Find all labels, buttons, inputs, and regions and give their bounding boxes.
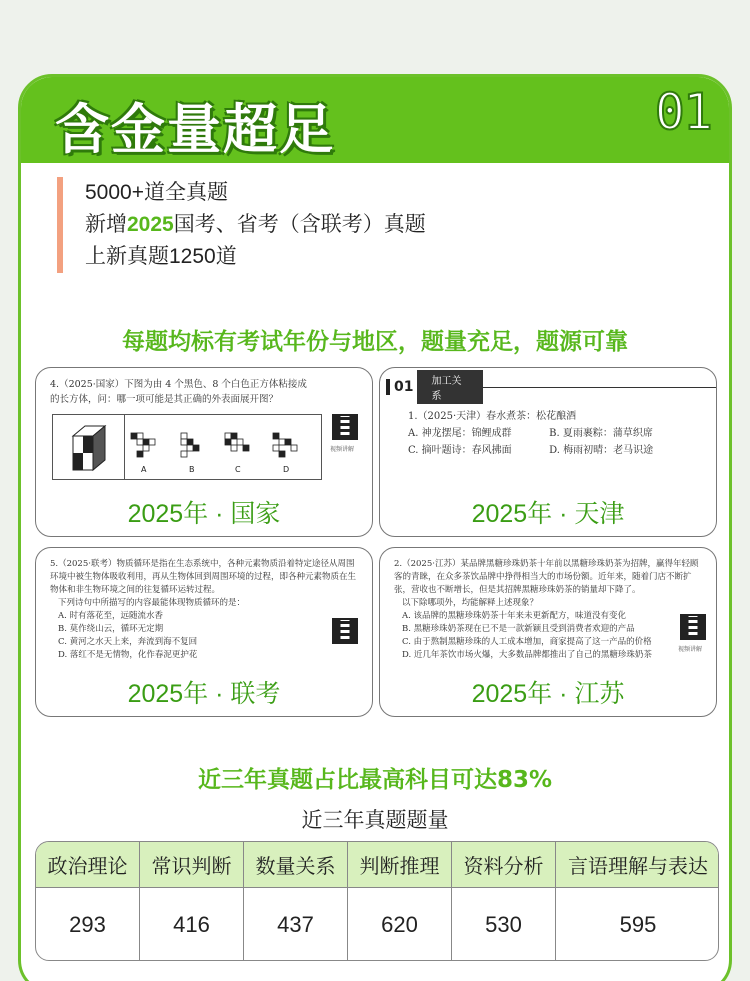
sample-panel-jiangsu [379, 547, 717, 717]
banner [21, 77, 729, 163]
option-item: C. 摘叶题诗：春风拂面 [408, 445, 512, 456]
sample-panel-guojia [35, 367, 373, 537]
table-value-cell: 620 [348, 888, 452, 961]
option-item: D. 梅雨初晴：老马识途 [549, 445, 654, 456]
table-value-cell: 416 [140, 888, 244, 961]
figure-row [52, 414, 322, 480]
panel-prompt: 以下除哪项外，均能解释上述现象？ [402, 598, 539, 608]
option-item: D. 落红不是无情物，化作春泥更护花 [58, 650, 198, 660]
option-item: B. 莫作绕山云，循环无定期 [58, 624, 164, 634]
panel-question-block [50, 558, 358, 662]
topic-tag [386, 376, 716, 402]
option-label-a: A [141, 465, 147, 474]
table-header-cell: 资料分析 [452, 842, 556, 888]
option-item: C. 黄河之水天上来，奔流到海不复回 [58, 637, 198, 647]
panel-caption: 2025年 · 联考 [127, 680, 281, 708]
option-item: C. 由于熬制黑糖珍珠的人工成本增加，商家提高了这一产品的价格 [402, 637, 652, 647]
option-item: B. 夏雨裹粽：蒲草织席 [549, 428, 653, 439]
section-heading: 每题均标有考试年份与地区，题量充足，题源可靠 [122, 329, 628, 355]
panel-question-block [408, 408, 702, 459]
panel-prompt: 下列诗句中所描写的内容最能体现物质循环的是： [58, 598, 246, 608]
sample-panel-tianjin [379, 367, 717, 537]
panel-question: 4.（2025·国家）下图为由 4 个黑色、8 个白色正方体粘接成的长方体，问：哪一项可能是其正确的外表面展开图？ [50, 379, 307, 405]
table-header-cell: 常识判断 [140, 842, 244, 888]
banner-number: 01 [654, 83, 711, 141]
bullet-prefix: 新增 [85, 213, 127, 236]
table-value-cell: 530 [452, 888, 556, 961]
table-header-cell: 判断推理 [348, 842, 452, 888]
table-value-cell: 595 [619, 912, 657, 937]
banner-title: 含金量超足 [55, 98, 335, 161]
panel-question-block [394, 558, 702, 662]
qr-label: 视频讲解 [330, 446, 355, 453]
cuboid-figure [53, 415, 125, 479]
qr-code-icon[interactable] [332, 618, 358, 644]
cuboid-icon [67, 422, 111, 472]
bullet-item: 上新真题1250道 [85, 245, 237, 268]
question-count-table [35, 841, 719, 961]
qr-label: 视频讲解 [678, 646, 703, 653]
feature-bullets [57, 177, 426, 273]
panel-question: 5.（2025·联考）物质循环是指在生态系统中，各种元素物质沿着特定途径从周围环境中被生物体吸收利用，再从生物体回到周围环境的过程，即各种元素物质在生物体和非生物环境之间的往复循环运转过程。 [50, 559, 357, 595]
table-header-cell: 言语理解与表达 [556, 842, 719, 888]
option-item: A. 该品牌的黑糖珍珠奶茶十年来未更新配方，味道没有变化 [402, 611, 627, 621]
topic-divider [483, 387, 716, 388]
options-figure [125, 415, 321, 479]
option-label-d: D [283, 465, 290, 474]
table-value-cell: 437 [244, 888, 348, 961]
qr-code-icon[interactable] [680, 614, 706, 640]
option-item: A. 时有落花至，远随流水香 [58, 611, 164, 621]
unfolding-options-icon [125, 415, 321, 479]
bullet-suffix: 国考、省考（含联考）真题 [173, 213, 426, 236]
table-header-cell: 数量关系 [244, 842, 348, 888]
table-value-cell: 293 [36, 888, 140, 961]
option-item: D. 近几年茶饮市场火爆，大多数品牌都推出了自己的黑糖珍珠奶茶 [402, 650, 652, 660]
bullet-highlight: 2025 [127, 213, 174, 236]
panel-caption: 2025年 · 国家 [127, 500, 281, 528]
panel-question: 1.（2025·天津）春水煮茶：松花酿酒 [408, 411, 577, 422]
topic-number: 01 [386, 379, 417, 395]
panel-caption: 2025年 · 天津 [471, 500, 625, 528]
option-item: A. 神龙摆尾：锦鲤成群 [408, 428, 512, 439]
option-label-b: B [189, 465, 195, 474]
table-header-cell: 政治理论 [36, 842, 140, 888]
option-item: B. 黑糖珍珠奶茶现在已不是一款新颖且受到消费者欢迎的产品 [402, 624, 635, 634]
option-label-c: C [235, 465, 241, 474]
topic-label: 加工关系 [417, 370, 482, 404]
panel-question: 2.（2025·江苏）某品牌黑糖珍珠奶茶十年前以黑糖珍珠奶茶为招牌，赢得年轻顾客的青睐，在众多茶饮品牌中挣得相当大的市场份额。近年来，随着门店不断扩张，营收也不断增长，但是其招牌黑糖珍珠奶茶的销量却下降了。 [394, 559, 699, 595]
stats-heading: 近三年真题占比最高科目可达83% [197, 767, 553, 793]
feature-card [18, 74, 732, 981]
bullet-item: 5000+道全真题 [85, 181, 228, 204]
panel-caption: 2025年 · 江苏 [471, 680, 625, 708]
stats-subheading: 近三年真题题量 [301, 809, 449, 832]
bullet-item [85, 209, 426, 241]
sample-panel-liankao [35, 547, 373, 717]
qr-code-icon[interactable] [332, 414, 358, 440]
